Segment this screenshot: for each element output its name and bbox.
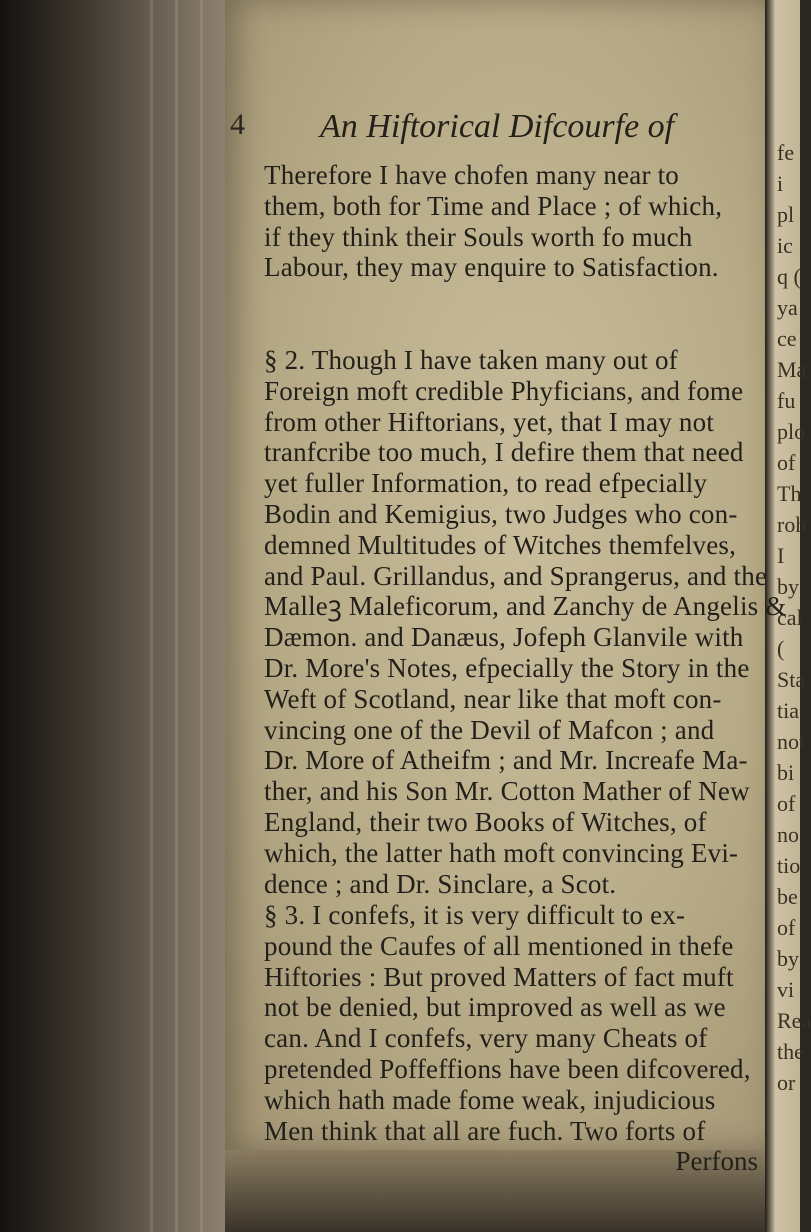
facing-page-fragment: pl [777,202,795,227]
facing-page-fragment: ce [777,326,797,351]
facing-page-fragment: not [777,729,806,754]
page-edge-line [200,0,203,1232]
facing-page-fragment: ya [777,295,798,320]
paragraph-1 [238,160,784,283]
page-edge-line [175,0,178,1232]
text-line: pretended Poffeffions have been difcovered, [264,1053,751,1084]
facing-page-fragment: cal [777,605,803,630]
text-line: not be denied, but improved as well as we [264,992,726,1023]
text-line: which hath made fome weak, injudicious [264,1084,716,1115]
facing-page-fragment: of [777,450,796,475]
running-head: An Hiftorical Difcourfe of [320,108,675,145]
facing-page-fragment: of [777,915,796,940]
text-line: yet fuller Information, to read efpecially [264,468,708,499]
facing-page-fragment: bi [777,760,795,785]
text-line: Men think that all are fuch. Two forts of [264,1115,706,1146]
text-line: Foreign moft credible Phyficians, and fome [264,375,744,406]
text-line: them, both for Time and Place ; of which, [264,190,723,221]
page-edge-line [150,0,153,1232]
text-line: Dr. More of Atheifm ; and Mr. Increafe Ma- [264,745,748,776]
facing-page-fragment: the [777,1039,804,1064]
facing-page-fragment: i [777,171,784,196]
facing-page-fragment: or [777,1070,796,1095]
facing-page-fragment: Ma [777,357,807,382]
text-line: Malleꝫ Maleficorum, and Zanchy de Angelis & [264,591,787,622]
text-line: Bodin and Kemigius, two Judges who con- [264,498,738,529]
catchword: Perfons [675,1146,758,1176]
facing-page-fragment: roh [777,512,807,537]
text-line: Hiftories : But proved Matters of fact muft [264,961,734,992]
facing-page-fragment: by [777,574,799,599]
facing-page-fragment: fu [777,388,796,413]
facing-page-fragment: I [777,543,785,568]
text-line: § 3. I confefs, it is very difficult to ex- [264,900,686,930]
facing-page-fragment: by [777,946,799,971]
text-line: tranfcribe too much, I defire them that need [264,437,744,468]
facing-page-fragment: ic [777,233,793,258]
page-header [230,108,750,148]
facing-page-fragment: tio [777,853,801,878]
text-line: Dæmon. and Danæus, Jofeph Glanvile with [264,622,744,653]
book-gutter [0,0,225,1232]
facing-page-fragment: Sta [777,667,806,692]
text-line: demned Multitudes of Witches themfelves, [264,529,737,560]
text-line: if they think their Souls worth fo much [264,221,693,252]
text-line: Therefore I have chofen many near to [264,160,679,190]
facing-page-fragment: fe [777,140,795,165]
facing-page-fragment: tia [777,698,799,723]
text-line: Labour, they may enquire to Satisfaction. [264,252,719,283]
paragraph-3 [238,900,784,1146]
text-line: § 2. Though I have taken many out of [264,345,678,375]
facing-page-fragment: be [777,884,798,909]
facing-page-fragment: vi [777,977,795,1002]
facing-page-fragment: Th [777,481,802,506]
text-line: ther, and his Son Mr. Cotton Mather of New [264,776,750,807]
text-line: vincing one of the Devil of Mafcon ; and [264,714,715,745]
facing-page-fragment: of [777,791,796,816]
page-number: 4 [230,108,245,141]
text-line: and Paul. Grillandus, and Sprangerus, and the [264,560,768,591]
facing-page-fragment: plo [777,419,806,444]
text-line: Dr. More's Notes, efpecially the Story in the [264,652,750,683]
text-line: England, their two Books of Witches, of [264,806,707,837]
text-line: which, the latter hath moft convincing Evi- [264,837,739,868]
text-line: dence ; and Dr. Sinclare, a Scot. [264,868,617,899]
facing-page-fragment: Rea [777,1008,811,1033]
facing-page-fragment: ( [777,636,785,661]
text-line: pound the Caufes of all mentioned in thefe [264,930,734,961]
facing-page-fragment: no [777,822,799,847]
text-line: from other Hiftorians, yet, that I may not [264,406,715,437]
text-line: Weft of Scotland, near like that moft con- [264,683,722,714]
facing-page-fragment: q ( [777,264,801,289]
text-line: can. And I confefs, very many Cheats of [264,1023,708,1054]
